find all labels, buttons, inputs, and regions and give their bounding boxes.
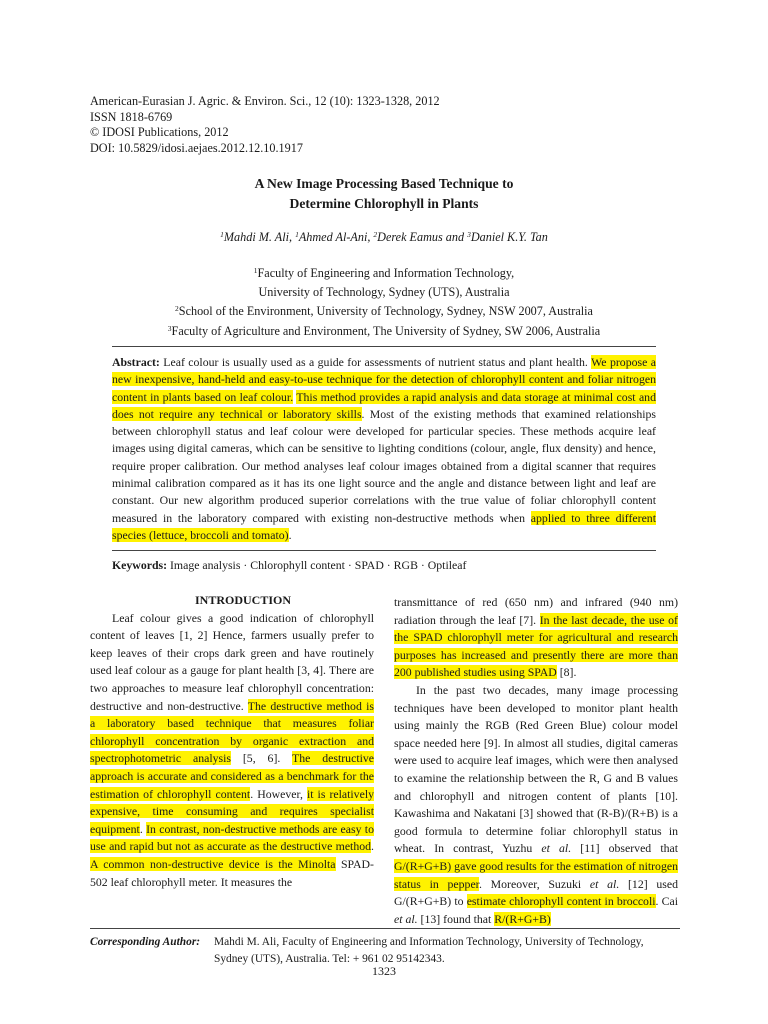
author: $^1$Ahmed Al-Ani, <box>295 230 374 244</box>
abstract-top-rule <box>112 346 656 347</box>
doi: DOI: 10.5829/idosi.aejaes.2012.12.10.1917 <box>90 140 303 155</box>
highlighted-text: We propose a new inexpensive, hand-held and easy-to-use technique for the detection of chlorophyll content and foliar nitrogen content in plants based on leaf colour. <box>112 355 656 404</box>
text-run: In the past two decades, many image processing techniques have been developed to monitor plant health using mainly the RGB (Red Green Blue) colour model space needed here [9]. In almost all studies, digital cameras were used to acquire leaf images, which were then analysed to examine the relationship between the R, G and B values and chlorophyll and nitrogen content of plants [10]. Kawashima and Nakatani [3] showed that (R-B)/(R+B) is a good formula to determine foliar chlorophyll status in wheat. In contrast, Yuzhu <box>394 682 678 856</box>
text-run: transmittance of red (650 nm) and infrared (940 nm) radiation through the leaf [7]. <box>394 595 678 627</box>
left-column-body <box>90 610 374 892</box>
text-run: . <box>371 839 374 854</box>
text-run: Leaf colour gives a good indication of chlorophyll content of leaves [1, 2] Hence, farmers usually prefer to keep leaves of their crops dark green and have routinely used leaf colour as a gauge for plant health [3, 4]. There are two approaches to measure leaf chlorophyll concentration: destructive and non-destructive. <box>90 610 374 713</box>
highlighted-text: In the last decade, the use of the SPAD chlorophyll meter for agricultural and research purposes has increased and presently there are more than 200 published studies using SPAD <box>394 612 678 680</box>
section-heading: INTRODUCTION <box>194 593 291 607</box>
abstract <box>112 354 656 544</box>
highlighted-text: estimate chlorophyll content in broccoli <box>466 894 656 909</box>
paragraph <box>90 610 374 892</box>
issn: ISSN 1818-6769 <box>90 109 173 124</box>
text-run: et al. <box>589 876 620 891</box>
highlighted-text: R/(R+G+B) <box>494 911 551 926</box>
text-run: . Moreover, Suzuki <box>478 876 590 891</box>
abstract-bottom-rule <box>112 550 656 551</box>
copyright: © IDOSI Publications, 2012 <box>90 125 229 139</box>
paper-title <box>0 174 768 214</box>
keywords <box>112 558 672 573</box>
affiliation: University of Technology, Sydney (UTS), Australia <box>258 285 510 300</box>
text-run: [5, 6]. <box>230 751 293 766</box>
text-run: et al. <box>394 911 418 926</box>
keywords-label: Keywords: <box>112 558 168 572</box>
text-run: et al. <box>541 841 572 856</box>
footnote-rule <box>90 928 680 929</box>
author: $^2$Derek Eamus and <box>373 230 468 244</box>
page-number: 1323 <box>372 964 396 978</box>
highlighted-text: applied to three different species (lettuce, broccoli and tomato) <box>112 510 656 542</box>
paragraph <box>394 594 678 682</box>
text-run: [8]. <box>556 665 577 680</box>
title-line-2: Determine Chlorophyll in Plants <box>289 196 479 211</box>
left-column <box>90 592 374 891</box>
affiliation: $^2$School of the Environment, University of Technology, Sydney, NSW 2007, Australia <box>175 304 593 319</box>
text-run: . Cai <box>655 894 678 909</box>
highlighted-text: A common non-destructive device is the Minolta <box>90 856 336 871</box>
abstract-body <box>112 355 656 542</box>
corresponding-label: Corresponding Author: <box>90 936 201 948</box>
right-column <box>394 594 678 928</box>
author-list <box>0 230 768 245</box>
corresponding-line-2: Sydney (UTS), Australia. Tel: + 961 02 95142343. <box>214 953 445 965</box>
highlighted-text: it is relatively expensive, time consuming and requires specialist equipment <box>90 786 374 836</box>
corresponding-author <box>90 934 644 968</box>
text-run: . <box>288 527 292 542</box>
affiliations <box>0 264 768 341</box>
text-run: Leaf colour is usually used as a guide for assessments of nutrient status and plant health. <box>159 355 592 369</box>
title-line-1: A New Image Processing Based Technique to <box>254 176 514 191</box>
paragraph <box>394 682 678 928</box>
text-run: . Most of the existing methods that examined relationships between chlorophyll status and leaf colour were developed for particular species. These methods acquire leaf images using digital cameras, which can be sensitive to lighting conditions (colour, angle, flux density) and hence, require proper calibration. Our method analyses leaf colour images obtained from a digital scanner that requires minimal calibration compared as it has its one light source and the angle and distance between light and leaf are constant. Our new algorithm produced superior correlations with the true value of foliar chlorophyll content measured in the laboratory compared with existing non-destructive methods when <box>112 406 656 525</box>
text-run: SPAD-502 leaf chlorophyll meter. It measures the <box>90 856 374 889</box>
affiliation: $^1$Faculty of Engineering and Information Technology, <box>253 266 515 280</box>
corresponding-line-1: Mahdi M. Ali, Faculty of Engineering and Information Technology, University of Technology, <box>214 936 644 948</box>
text-run: [11] observed that <box>571 841 679 856</box>
text-run: . However, <box>250 786 307 801</box>
author: $^1$Mahdi M. Ali, <box>220 230 296 244</box>
highlighted-text: In contrast, non-destructive methods are easy to use and rapid but not as accurate as the destructive method <box>90 821 374 854</box>
journal-header <box>90 94 440 156</box>
text-run: . <box>139 821 147 836</box>
affiliation: $^3$Faculty of Agriculture and Environment, The University of Sydney, SW 2006, Australia <box>167 323 601 338</box>
highlighted-text: The destructive method is a laboratory based technique that measures foliar chlorophyll concentration by organic extraction and spectrophotometric analysis <box>90 698 374 766</box>
keywords-text: Image analysis · Chlorophyll content · SPAD · RGB · Optileaf <box>167 558 467 572</box>
text-run: [13] found that <box>417 911 495 926</box>
highlighted-text: The destructive approach is accurate and considered as a benchmark for the estimation of chlorophyll content <box>90 751 375 801</box>
abstract-label: Abstract: <box>112 355 160 369</box>
highlighted-text: This method provides a rapid analysis and data storage at minimal cost and does not require any technical or laboratory skills <box>112 389 656 421</box>
right-column-body <box>394 594 678 928</box>
highlighted-text: G/(R+G+B) gave good results for the estimation of nitrogen status in pepper <box>394 858 678 891</box>
journal-citation: American-Eurasian J. Agric. & Environ. Sci., 12 (10): 1323-1328, 2012 <box>90 94 440 108</box>
text-run: [12] used G/(R+G+B) to <box>394 876 679 909</box>
author: $^3$Daniel K.Y. Tan <box>467 230 548 244</box>
